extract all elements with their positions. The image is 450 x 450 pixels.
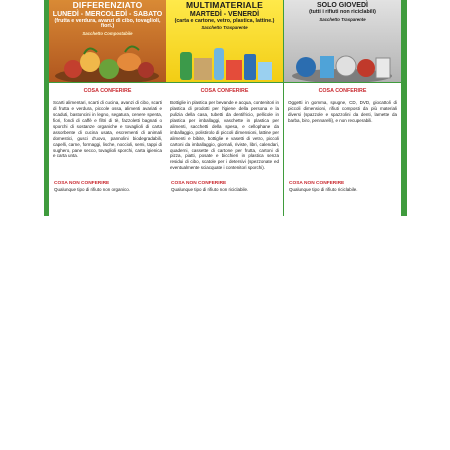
- column-no-text: Qualunque tipo di rifiuto non organico.: [54, 187, 131, 192]
- column-no-heading: COSA NON CONFERIRE: [289, 181, 345, 186]
- info-column-multimateriale: [166, 83, 283, 216]
- panel-multimateriale: [166, 0, 283, 82]
- panel-bag-type: Sacchetto Trasparente: [319, 16, 366, 22]
- panel-days: LUNEDÌ - MERCOLEDÌ - SABATO: [52, 10, 163, 18]
- info-column-indifferenziato: [284, 83, 401, 216]
- residual-waste-illustration: [284, 42, 401, 82]
- column-text: Scarti alimentari, scarti di cucina, avanzi di cibo, scarti di frutta e verdura, piccole ossa, alimenti avariati e scaduti, bastoncini in legno, segatura, cenere spenta, fiori, fondi di caffè e filtri di tè, fazzoletti bagnati o sporchi di sostanze organiche e tovaglioli di carta assorbente di cucina usata, escrementi di animali domestici, gusci d'uovo, pannolini biodegradabili, capelli, carne, formaggi, lische, noccioli, semi, tappi di sughero, pane secco, tovaglioli sporchi, carta igienica e carta unta.: [53, 100, 162, 159]
- panel-title: DIFFERENZIATO: [72, 0, 143, 10]
- column-text: Bottiglie in plastica per bevande e acqua, contenitori in plastica di prodotti per l'igiene della persona e la pulizia della casa, tubetti da dentifricio, pellicole in plastica per imballaggi, vaschette in plastica per alimenti, sacchetti della spesa, e cellophane da imballaggio, polistirolo di piccoli dimensioni, lattine per alimenti e bibite, bottiglie e vasetti di vetro, piccoli cartoni da imballaggio, giornali, riviste, libri, calendari, quaderni, cassette di cartone per frutta, cartoni di pizza, piatti, posate e bicchieri in plastica senza residui di cibo, scatole per i detersivi (spezzonate ed eventualmente sciacquate i contenitori sporchi).: [170, 100, 279, 171]
- panel-subtitle: (carta e cartone, vetro, plastica, lattine.): [174, 17, 275, 24]
- organic-waste-illustration: [49, 42, 166, 82]
- recyclables-illustration: [166, 42, 283, 82]
- panel-bag-type: Sacchetto Compostabile: [82, 30, 133, 36]
- panel-title: MULTIMATERIALE: [185, 0, 264, 10]
- column-heading: COSA CONFERIRE: [200, 88, 249, 94]
- panel-subtitle: (frutta e verdura, avanzi di cibo, tovaglioli, fiori.): [54, 17, 161, 30]
- panel-days: SOLO GIOVEDÌ: [317, 2, 368, 9]
- panel-days: MARTEDÌ - VENERDÌ: [189, 10, 260, 18]
- column-no-heading: COSA NON CONFERIRE: [171, 181, 227, 186]
- panel-differenziato: [49, 0, 166, 82]
- panel-indifferenziato: [284, 0, 401, 82]
- column-no-text: Qualunque tipo di rifiuto non riciclabile.: [171, 187, 249, 192]
- column-text: Oggetti in gomma, spugne, CD, DVD, giocattoli di piccoli dimensioni, rifiuti composti da più materiali diversi (spazzole e spazzolini da denti, lamette da barba, biro, pennarelli), e non recuperabili.: [288, 100, 397, 123]
- panel-bag-type: Sacchetto Trasparente: [201, 25, 248, 31]
- column-heading: COSA CONFERIRE: [318, 88, 367, 94]
- column-no-heading: COSA NON CONFERIRE: [54, 181, 110, 186]
- column-no-text: Qualunque tipo di rifiuto riciclabile.: [289, 187, 358, 192]
- panel-subtitle: (tutti i rifiuti non riciclabili): [309, 9, 376, 16]
- column-heading: COSA CONFERIRE: [83, 88, 132, 94]
- info-column-differenziato: [49, 83, 166, 216]
